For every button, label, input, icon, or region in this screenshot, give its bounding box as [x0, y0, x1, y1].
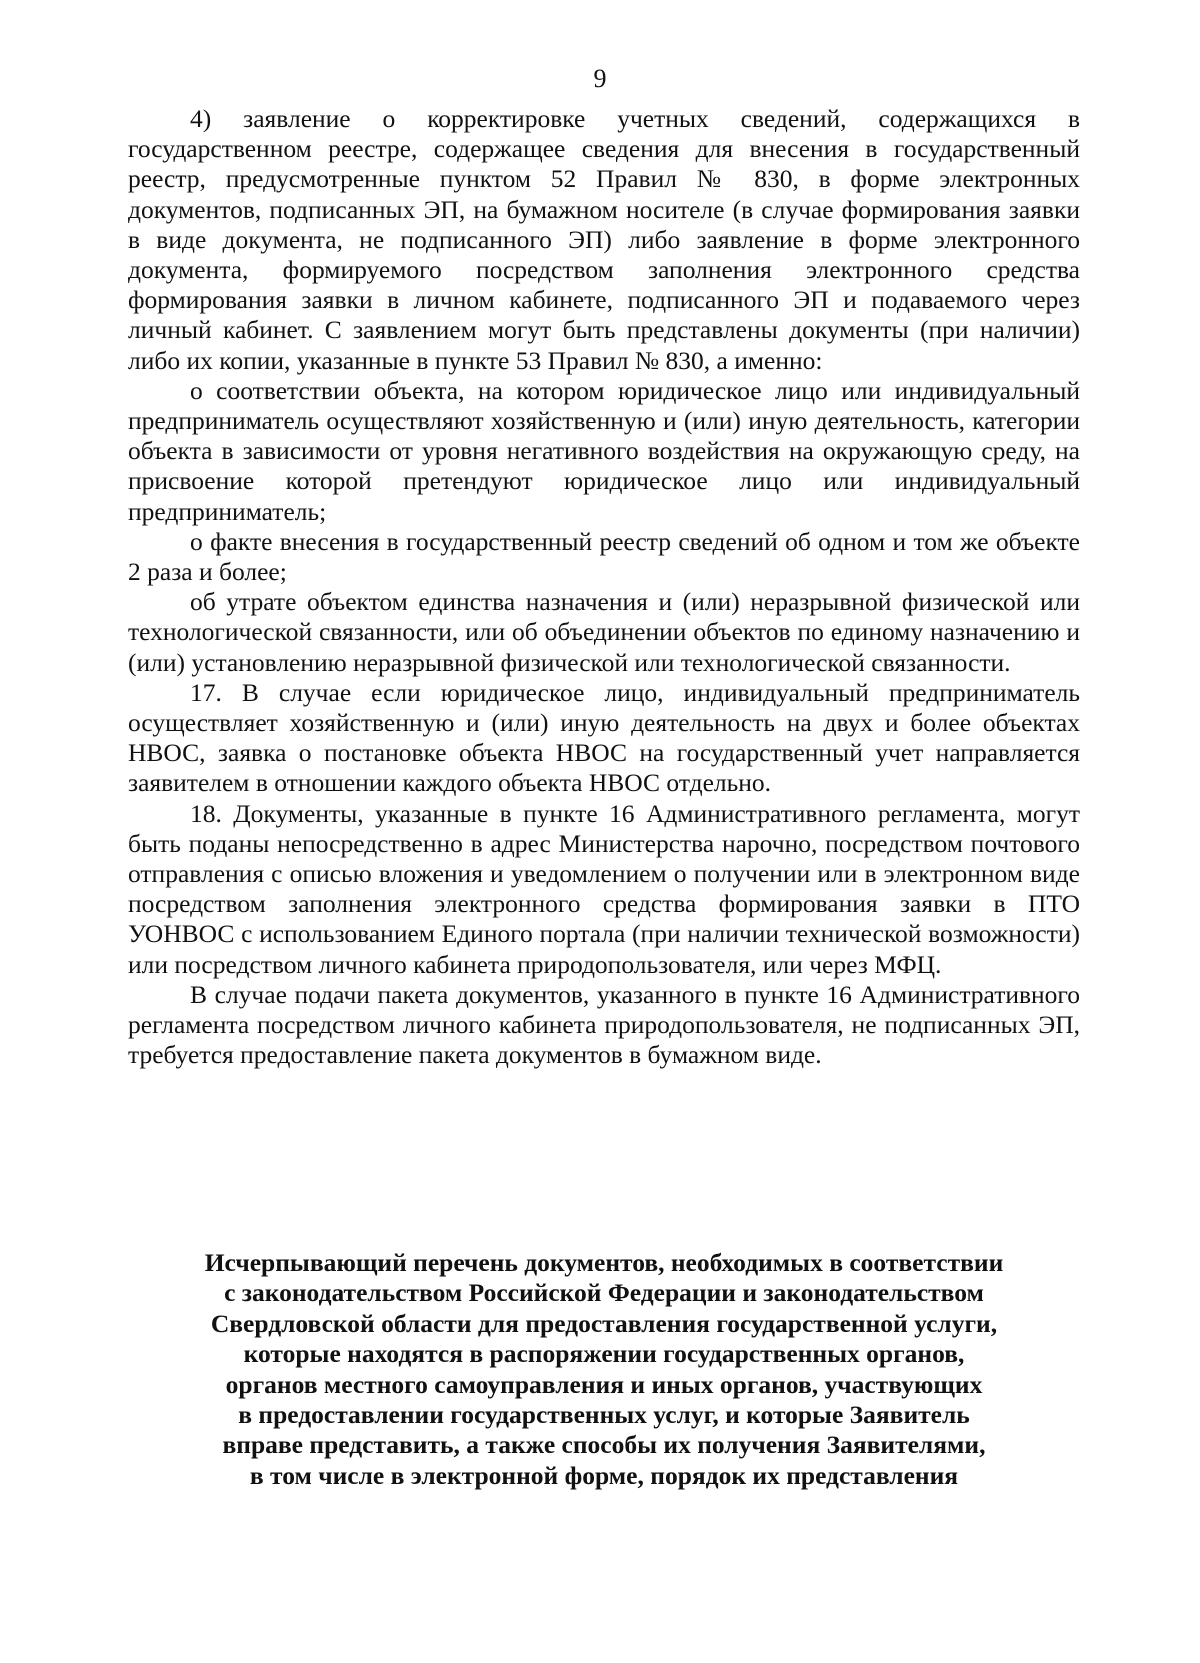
- paragraph-loss-of-unity: об утрате объектом единства назначения и (или) неразрывной физической или технологической связанности, или об объединении объектов по единому назначению и (или) установлению неразрывной физической или технологической связанности.: [128, 587, 1080, 677]
- paragraph-duplicate-entry: о факте внесения в государственный реестр сведений об одном и том же объекте 2 раза и более;: [128, 526, 1080, 587]
- heading-line: Свердловской области для предоставления государственной услуги,: [210, 1308, 998, 1338]
- paragraph-paper-package: В случае подачи пакета документов, указанного в пункте 16 Административного регламента посредством личного кабинета природопользователя, не подписанных ЭП, требуется предоставление пакета документов в бумажном виде.: [128, 979, 1080, 1070]
- paragraph-conformity: о соответствии объекта, на котором юридическое лицо или индивидуальный предприниматель осуществляют хозяйственную и (или) иную деятельность, категории объекта в зависимости от уровня негативного воздействия на окружающую среду, на присвоение которой претендуют юридическое лицо или индивидуальный предприниматель;: [128, 375, 1080, 526]
- paragraph-18: 18. Документы, указанные в пункте 16 Административного регламента, могут быть поданы непосредственно в адрес Министерства нарочно, посредством почтового отправления с описью вложения и уведомлением о получении или в электронном виде посредством заполнения электронного средства формирования заявки в ПТО УОНВОС с использованием Единого портала (при наличии технической возможности) или посредством личного кабинета природопользователя, или через МФЦ.: [128, 798, 1080, 979]
- heading-line: органов местного самоуправления и иных органов, участвующих: [225, 1369, 983, 1399]
- section-heading: [128, 1248, 1080, 1491]
- heading-line: в предоставлении государственных услуг, и которые Заявитель: [238, 1400, 970, 1430]
- heading-line: в том числе в электронной форме, порядок их представления: [249, 1460, 959, 1490]
- heading-line: вправе представить, а также способы их получения Заявителями,: [222, 1430, 986, 1460]
- heading-line: с законодательством Российской Федерации и законодательством: [224, 1278, 984, 1308]
- document-body: [128, 104, 1080, 1071]
- heading-line: Исчерпывающий перечень документов, необходимых в соответствии: [204, 1248, 1004, 1277]
- paragraph-item-4: 4) заявление о корректировке учетных сведений, содержащихся в государственном реестре, содержащее сведения для внесения в государственный реестр, предусмотренные пунктом 52 Правил № 830, в форме электронных документов, подписанных ЭП, на бумажном носителе (в случае формирования заявки в виде документа, не подписанного ЭП) либо заявление в форме электронного документа, формируемого посредством заполнения электронного средства формирования заявки в личном кабинете, подписанного ЭП и подаваемого через личный кабинет. С заявлением могут быть представлены документы (при наличии) либо их копии, указанные в пункте 53 Правил № 830, а именно:: [128, 104, 1080, 375]
- page-number: 9: [593, 64, 607, 93]
- paragraph-17: 17. В случае если юридическое лицо, индивидуальный предприниматель осуществляет хозяйственную и (или) иную деятельность на двух и более объектах НВОС, заявка о постановке объекта НВОС на государственный учет направляется заявителем в отношении каждого объекта НВОС отдельно.: [128, 677, 1080, 798]
- heading-line: которые находятся в распоряжении государственных органов,: [243, 1339, 965, 1369]
